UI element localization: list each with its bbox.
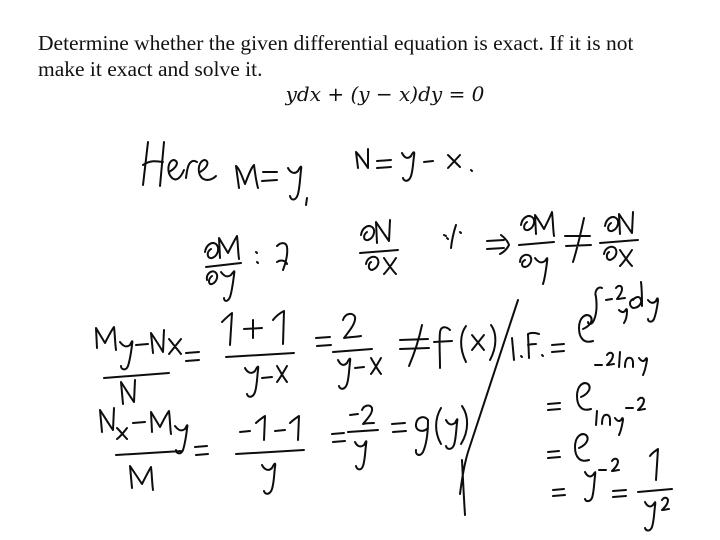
stroke-implies-and-not-equal: [487, 212, 638, 284]
stroke-equals-e-ln-y-minus-2: [548, 398, 645, 461]
stroke-comma: [306, 198, 307, 205]
stroke-equals-g-of-y: [392, 406, 467, 455]
stroke-dm-dy-equals-1: [205, 236, 287, 301]
stroke-equals-2-over-y-minus-x: [316, 314, 381, 389]
problem-line-2: make it exact and solve it.: [38, 57, 263, 81]
problem-line-1: Determine whether the given differential equation is exact. If it is not: [38, 31, 634, 55]
stroke-equals-y-minus-2-equals-1-over-y-squared: [553, 449, 672, 531]
stroke-dn-dx-equals-minus-1: [360, 220, 461, 274]
stroke-n-equals-y-minus-x: [356, 149, 472, 181]
stroke-e-exp-integral: [579, 282, 658, 342]
equation-text: ydx + (y − x)dy = 0: [285, 82, 485, 106]
stroke-if-equals: [512, 333, 564, 360]
stroke-equals-minus-2-over-y: [332, 406, 378, 470]
stroke-vertical-separator: [460, 300, 518, 515]
stroke-m-equals-y: [236, 165, 301, 200]
stroke-equals-minus-1-minus-1-over-y: [195, 416, 304, 494]
stroke-equals-e-minus-2-ln-y: [548, 352, 647, 410]
stroke-not-equal-fx: [400, 325, 495, 368]
stroke-1-plus-1-over-y-minus-x: [222, 311, 294, 397]
stroke-here: [143, 142, 216, 186]
ink-strokes: [96, 142, 672, 531]
stroke-my-minus-nx-over-n: [96, 327, 199, 404]
stroke-nx-minus-my-over-m: [100, 408, 187, 490]
